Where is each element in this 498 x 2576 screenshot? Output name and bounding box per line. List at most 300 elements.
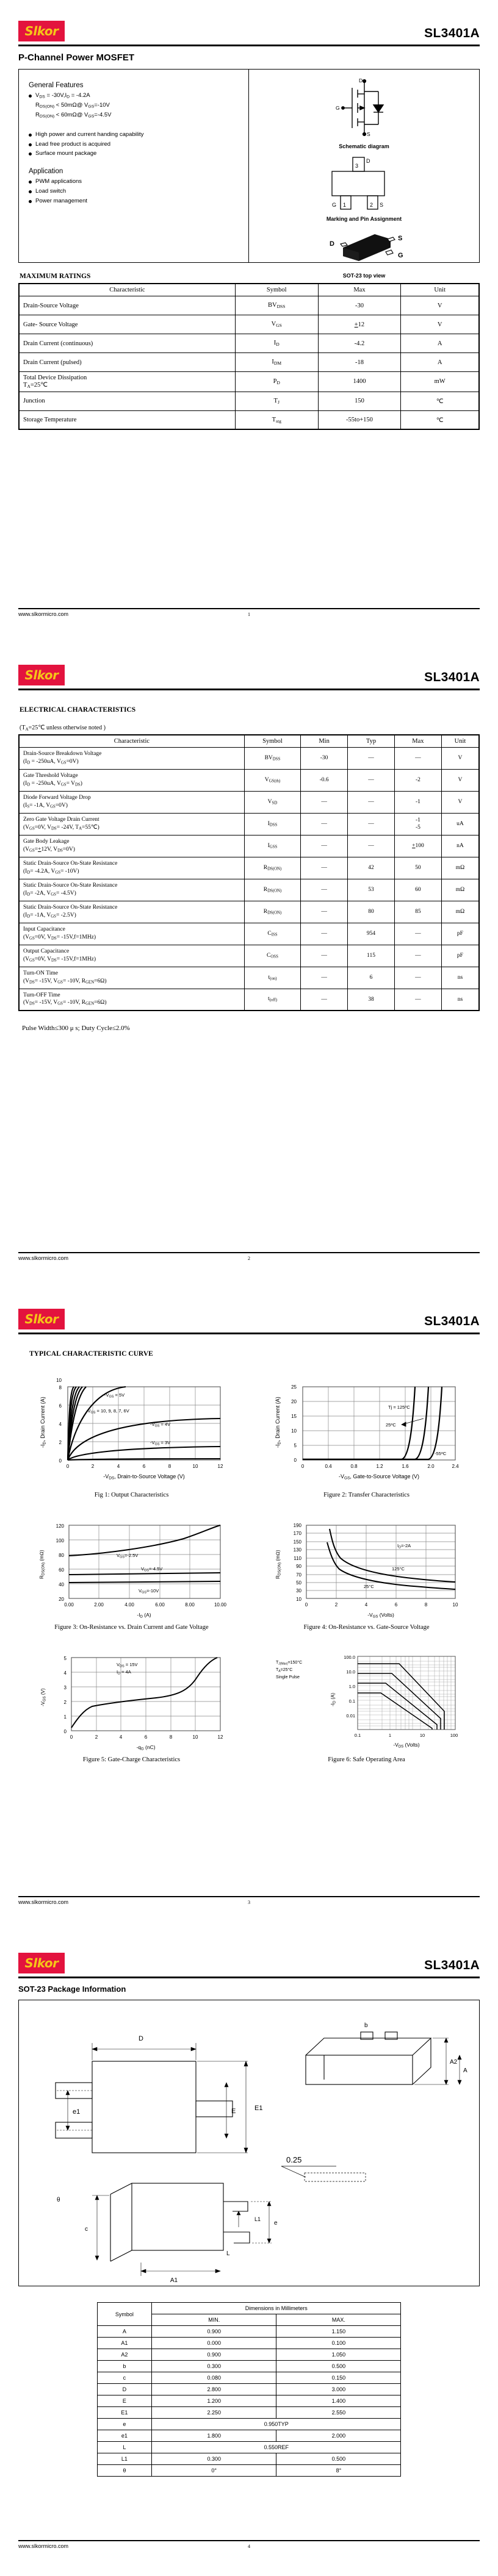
cell-typ: 6: [348, 967, 395, 989]
cell-min: 0.300: [152, 2361, 276, 2372]
svg-text:8: 8: [168, 1464, 171, 1469]
cell-symbol: $BV_{DSS}$: [235, 296, 318, 315]
condition-note: ($T_A=25℃$ unless otherwise noted ): [20, 724, 106, 732]
svg-text:0: 0: [63, 1729, 67, 1734]
col-min: MIN.: [152, 2314, 276, 2326]
svg-text:0: 0: [59, 1458, 62, 1464]
cell-unit: A: [401, 334, 479, 353]
chart-fig5: [18, 1639, 245, 1769]
svg-text:-VDS, Drain-to-Source Voltage: -VDS, Drain-to-Source Voltage (V): [103, 1473, 185, 1481]
pin-s-label: S: [379, 202, 383, 208]
cell-min: —: [301, 791, 348, 813]
svg-text:-VGS = 4V: $-V_{GS} = 4V$: [150, 1422, 170, 1428]
svg-text:-VGS = 5V: $-V_{GS} = 5V$: [104, 1392, 125, 1399]
cell-max: 1.150: [276, 2326, 401, 2338]
svg-text:0: 0: [294, 1458, 297, 1463]
cell-characteristic: Gate Body Leakage ($V_{GS}=+12V$, $V_{DS}=0V$): [19, 835, 244, 857]
slkor-logo: [18, 1309, 65, 1329]
svg-text:-ID, Drain Current (A): -ID, Drain Current (A): [274, 1397, 281, 1448]
schematic-label-d: D: [358, 77, 363, 84]
cell-symbol: $R_{DS(ON)}$: [244, 857, 300, 879]
page-number: 4: [248, 2543, 250, 2549]
svg-text:40: 40: [58, 1582, 64, 1587]
cell-typ: 42: [348, 857, 395, 879]
svg-text:-ID (A): -ID (A): [330, 1692, 336, 1706]
schematic-label-g: G: [335, 105, 340, 111]
cell-characteristic: Gate Threshold Voltage ($I_D = -250uA$, $V_{GS}= V_{DS}$): [19, 769, 244, 791]
cell-symbol: $I_{GSS}$: [244, 835, 300, 857]
svg-text:VDS = 15V: $V_{DS} = 15V$: [116, 1662, 138, 1669]
svg-text:0.00: 0.00: [63, 1602, 74, 1608]
pulse-note: Pulse Width≤300 μ s; Duty Cycle≤2.0%: [22, 1025, 130, 1032]
feature-item: [29, 141, 248, 149]
cell-unit: mΩ: [441, 857, 479, 879]
package-dimensions-table: [97, 2302, 402, 2477]
cell-unit: ns: [441, 989, 479, 1011]
svg-text:RDS(ON) (mΩ): RDS(ON) (mΩ): [38, 1550, 45, 1579]
cell-max: —: [394, 967, 441, 989]
cell-symbol: $I_D$: [235, 334, 318, 353]
table-row: [19, 747, 479, 769]
svg-text:100: 100: [450, 1733, 458, 1738]
cell-min: 0.900: [152, 2326, 276, 2338]
cell-symbol: b: [97, 2361, 152, 2372]
cell-max: -4.2: [318, 334, 401, 353]
table-row: [97, 2453, 401, 2465]
cell-symbol: $V_{GS}$: [235, 315, 318, 334]
svg-text:8.00: 8.00: [184, 1602, 195, 1608]
cell-symbol: D: [97, 2384, 152, 2395]
cell-characteristic: Static Drain-Source On-State Resistance ($I_D= -1A$, $V_{GS}= -2.5V$): [19, 901, 244, 923]
cell-characteristic: Drain-Source Breakdown Voltage ($I_D = -250uA$, $V_{GS}=0V$): [19, 747, 244, 769]
dim-label-E1: E1: [254, 2105, 263, 2112]
svg-text:30: 30: [295, 1588, 301, 1594]
cell-span-value: 0.950TYP: [152, 2419, 401, 2430]
pin-assignment-icon: [312, 154, 416, 214]
mosfet-schematic-icon: [306, 74, 422, 141]
cell-max: 0.150: [276, 2372, 401, 2384]
cell-unit: ns: [441, 967, 479, 989]
cell-max: 1.050: [276, 2349, 401, 2361]
svg-text:10.00: 10.00: [214, 1602, 226, 1608]
part-number: SL3401A: [424, 670, 480, 684]
col-unit: Unit: [441, 735, 479, 748]
cell-max: —: [394, 747, 441, 769]
col-symbol: Symbol: [97, 2303, 152, 2326]
pin-1-label: 1: [342, 202, 346, 208]
svg-text:6.00: 6.00: [154, 1602, 165, 1608]
svg-text:1.6: 1.6: [401, 1464, 409, 1469]
page-number: 1: [248, 611, 250, 617]
table-row: [97, 2338, 401, 2349]
svg-text:90: 90: [295, 1564, 301, 1569]
svg-text:-VGS = 3V: $-V_{GS} = 3V$: [150, 1440, 170, 1447]
table-row: [19, 392, 479, 410]
schematic-label-s: S: [366, 131, 370, 137]
col-characteristic: Characteristic: [19, 284, 235, 296]
cell-unit: nA: [441, 835, 479, 857]
page-4: [0, 1932, 498, 2576]
table-row: [19, 901, 479, 923]
cell-min: —: [301, 813, 348, 835]
svg-text:25°C: 25°C: [363, 1584, 374, 1589]
col-unit: Unit: [401, 284, 479, 296]
dim-label-D: D: [139, 2035, 143, 2042]
cell-min: —: [301, 879, 348, 901]
cell-min: 1.200: [152, 2395, 276, 2407]
cell-min: 1.800: [152, 2430, 276, 2442]
cell-characteristic: Drain-Source Voltage: [19, 296, 235, 315]
svg-text:-VDS (Volts): -VDS (Volts): [392, 1742, 420, 1749]
cell-symbol: c: [97, 2372, 152, 2384]
cell-max: 50: [394, 857, 441, 879]
table-row: [19, 353, 479, 372]
page-footer: [18, 1896, 480, 1905]
svg-text:4: 4: [364, 1602, 367, 1608]
fig2-caption: Figure 2: Transfer Characteristics: [323, 1492, 410, 1498]
cell-symbol: E1: [97, 2407, 152, 2419]
table-row: [97, 2361, 401, 2372]
svg-text:25oC: 25$^o$C: [385, 1422, 396, 1428]
cell-max: -1 -5: [394, 813, 441, 835]
feature-sub-2: $R_{DS(ON)}$ < 60mΩ@ $V_{GS}=-4.5V$: [35, 111, 112, 119]
svg-text:60: 60: [58, 1567, 64, 1573]
svg-text:80: 80: [58, 1553, 64, 1558]
chart-fig3: [18, 1507, 245, 1637]
header-rule: [18, 1977, 480, 1978]
package-label-g: G: [397, 252, 403, 259]
cell-span-value: 0.550REF: [152, 2442, 401, 2453]
svg-text:-VGS (Volts): -VGS (Volts): [367, 1612, 394, 1619]
fig1-output-characteristics-plot: [31, 1368, 233, 1490]
cell-symbol: e1: [97, 2430, 152, 2442]
website-link[interactable]: www.slkormicro.com: [18, 2543, 69, 2549]
svg-text:Single Pulse: Single Pulse: [275, 1675, 300, 1680]
dim-label-A: A: [463, 2067, 467, 2074]
cell-characteristic: Turn-ON Time ($V_{DS}= -15V$, $V_{GS}= -10V$, $R_{GEN}=6\Omega$): [19, 967, 244, 989]
svg-text:10: 10: [290, 1428, 297, 1434]
svg-text:20: 20: [58, 1597, 64, 1602]
cell-max: —: [394, 945, 441, 967]
cell-characteristic: Output Capacitance ($V_{GS}=0V$, $V_{DS}= -15V,f=1MHz$): [19, 945, 244, 967]
svg-text:2.00: 2.00: [93, 1602, 104, 1608]
table-row: [19, 813, 479, 835]
table-row: [19, 410, 479, 429]
package-label-d: D: [329, 240, 334, 248]
table-row: [97, 2372, 401, 2384]
svg-text:6: 6: [394, 1602, 397, 1608]
table-row: [19, 296, 479, 315]
cell-symbol: $C_{ISS}$: [244, 923, 300, 945]
page-header: [18, 1288, 480, 1329]
page-title: P-Channel Power MOSFET: [18, 52, 135, 63]
chart-fig2: [253, 1368, 480, 1504]
website-link[interactable]: www.slkormicro.com: [18, 1255, 69, 1261]
bullet-dot: [29, 143, 32, 146]
cell-unit: pF: [441, 945, 479, 967]
svg-text:10: 10: [452, 1602, 458, 1608]
cell-min: 0.080: [152, 2372, 276, 2384]
cell-unit: A: [401, 353, 479, 372]
pin-g-label: G: [331, 202, 336, 208]
svg-text:50: 50: [295, 1580, 301, 1586]
svg-text:-ID (A): -ID (A): [136, 1612, 151, 1619]
svg-text:10: 10: [419, 1733, 425, 1738]
cell-unit: V: [441, 769, 479, 791]
dim-header-row-1: [97, 2303, 401, 2314]
cell-characteristic: Drain Current (pulsed): [19, 353, 235, 372]
svg-text:190: 190: [293, 1523, 301, 1528]
svg-text:12: 12: [217, 1464, 223, 1469]
package-label-s: S: [397, 235, 402, 242]
cell-max: 0.500: [276, 2453, 401, 2465]
table-row: [97, 2326, 401, 2338]
svg-text:125°C: 125°C: [391, 1566, 405, 1572]
feature-label: Surface mount package: [35, 150, 97, 157]
pin-d-label: D: [366, 158, 370, 164]
application-heading: Application: [29, 168, 63, 176]
cell-unit: V: [441, 791, 479, 813]
cell-typ: —: [348, 791, 395, 813]
slkor-logo: [18, 21, 65, 41]
application-label: Load switch: [35, 188, 67, 195]
cell-characteristic: Input Capacitance ($V_{GS}=0V$, $V_{DS}= -15V,f=1MHz$): [19, 923, 244, 945]
cell-symbol: $t_{(on)}$: [244, 967, 300, 989]
cell-symbol: $P_D$: [235, 372, 318, 392]
logo-text: Slkor: [24, 24, 59, 38]
cell-symbol: $I_{DM}$: [235, 353, 318, 372]
application-label: Power management: [35, 197, 88, 204]
table-row: [97, 2465, 401, 2477]
cell-min: —: [301, 835, 348, 857]
electrical-characteristics-table: [18, 734, 480, 1012]
svg-text:100: 100: [56, 1538, 64, 1544]
svg-text:2: 2: [59, 1440, 62, 1445]
cell-characteristic: Drain Current (continuous): [19, 334, 235, 353]
svg-text:4: 4: [59, 1422, 62, 1427]
svg-text:Tj = 125oC: $Tj = 125^oC$: [388, 1404, 410, 1410]
cell-symbol: L: [97, 2442, 152, 2453]
fig4-on-resistance-vs-gate-voltage-plot: [266, 1507, 467, 1623]
package-drawing-box: [18, 2000, 480, 2286]
page-header: [18, 0, 480, 41]
svg-text:1: 1: [388, 1733, 391, 1738]
cell-characteristic: Gate- Source Voltage: [19, 315, 235, 334]
slkor-logo: [18, 1953, 65, 1973]
svg-text:10: 10: [192, 1464, 198, 1469]
package-dimensions-body: [97, 2326, 401, 2477]
cell-unit: pF: [441, 923, 479, 945]
svg-text:0.4: 0.4: [324, 1464, 332, 1469]
feature-label: $V_{DS} = -30V,I_D = -4.2A$: [35, 92, 90, 99]
col-max: MAX.: [276, 2314, 401, 2326]
svg-text:110: 110: [293, 1556, 301, 1561]
table-row: [97, 2442, 401, 2453]
svg-text:-qG (nC): -qG (nC): [135, 1744, 156, 1751]
page-header: [18, 1932, 480, 1973]
cell-characteristic: Junction: [19, 392, 235, 410]
part-number: SL3401A: [424, 1958, 480, 1972]
svg-text:8: 8: [424, 1602, 427, 1608]
table-row: [19, 857, 479, 879]
svg-text:100.0: 100.0: [343, 1655, 355, 1660]
cell-max: 2.550: [276, 2407, 401, 2419]
table-row: [97, 2349, 401, 2361]
cell-min: 2.800: [152, 2384, 276, 2395]
cell-symbol: E: [97, 2395, 152, 2407]
svg-text:1.0: 1.0: [348, 1684, 355, 1689]
fig6-caption: Figure 6: Safe Operating Area: [328, 1756, 405, 1763]
fig3-on-resistance-vs-drain-current-plot: [31, 1507, 233, 1623]
svg-text:0: 0: [66, 1464, 69, 1469]
table-row: [97, 2430, 401, 2442]
svg-text:10: 10: [295, 1597, 301, 1602]
svg-text:VGS=-4.5V: $V_{GS}=-4.5V$: [140, 1566, 162, 1573]
dim-label-b: b: [364, 2022, 368, 2029]
chart-fig1: [18, 1368, 245, 1504]
cell-max: —: [394, 923, 441, 945]
typical-curves-heading: TYPICAL CHARACTERISTIC CURVE: [29, 1350, 153, 1358]
svg-text:130: 130: [293, 1547, 301, 1553]
svg-text:0: 0: [305, 1602, 308, 1608]
col-symbol: Symbol: [244, 735, 300, 748]
page-1: [0, 0, 498, 644]
svg-text:0: 0: [301, 1464, 304, 1469]
dim-label-E: E: [231, 2108, 236, 2115]
svg-text:0.1: 0.1: [348, 1698, 355, 1704]
cell-symbol: $I_{DSS}$: [244, 813, 300, 835]
features-panel: [19, 70, 249, 262]
bullet-dot: [29, 200, 32, 203]
svg-text:0: 0: [70, 1734, 73, 1740]
page-number: 3: [248, 1899, 250, 1905]
cell-max: -18: [318, 353, 401, 372]
svg-text:2: 2: [91, 1464, 94, 1469]
cell-min: -0.6: [301, 769, 348, 791]
cell-characteristic: Zero Gate Voltage Drain Current ($V_{GS}=0V$, $V_{DS}= -24V$, $T_A=55℃$): [19, 813, 244, 835]
table-header-row: [19, 284, 479, 296]
logo-text: Slkor: [24, 1312, 59, 1326]
fig5-caption: Figure 5: Gate-Charge Characteristics: [82, 1756, 181, 1763]
package-caption: SOT-23 top view: [342, 273, 386, 279]
svg-text:1.2: 1.2: [375, 1464, 383, 1469]
svg-text:VGS=-10V: $V_{GS}=-10V$: [138, 1588, 159, 1595]
svg-text:0.01: 0.01: [345, 1713, 355, 1719]
svg-text:12: 12: [217, 1734, 223, 1740]
svg-text:10: 10: [56, 1378, 62, 1383]
svg-text:-VGS = 10, 9, 8, 7, 6V: $-V_{GS} = 10$, 9, 8, 7, 6V: [85, 1408, 129, 1415]
pin-assignment-caption: Marking and Pin Assignment: [326, 216, 402, 222]
page-footer: [18, 608, 480, 617]
cell-symbol: θ: [97, 2465, 152, 2477]
col-min: Min: [301, 735, 348, 748]
page-header: [18, 644, 480, 685]
table-row: [19, 372, 479, 392]
feature-item: [29, 92, 248, 100]
feature-sub-1: $R_{DS(ON)}$ < 50mΩ@ $V_{GS}=-10V$: [35, 101, 110, 109]
svg-text:ID = 4A: $I_D = 4A$: [116, 1669, 131, 1676]
bullet-dot: [29, 190, 32, 193]
svg-text:0.8: 0.8: [350, 1464, 358, 1469]
svg-text:-ID, Drain Current (A): -ID, Drain Current (A): [39, 1397, 46, 1448]
table-row: [97, 2395, 401, 2407]
cell-symbol: $V_{SD}$: [244, 791, 300, 813]
cell-max: -2: [394, 769, 441, 791]
table-row: [97, 2419, 401, 2430]
cell-symbol: $T_J$: [235, 392, 318, 410]
page-2: [0, 644, 498, 1288]
cell-unit: V: [401, 296, 479, 315]
table-row: [97, 2407, 401, 2419]
cell-min: 0.900: [152, 2349, 276, 2361]
svg-text:10.0: 10.0: [345, 1669, 355, 1675]
cell-min: —: [301, 923, 348, 945]
fig5-gate-charge-characteristics-plot: [31, 1639, 233, 1755]
fig3-caption: Figure 3: On-Resistance vs. Drain Current and Gate Voltage: [54, 1624, 209, 1631]
fig6-safe-operating-area-plot: [266, 1639, 467, 1755]
cell-max: 0.100: [276, 2338, 401, 2349]
svg-text:2: 2: [63, 1700, 67, 1705]
cell-typ: 954: [348, 923, 395, 945]
svg-text:120: 120: [56, 1523, 64, 1529]
table-row: [19, 334, 479, 353]
pin-2-label: 2: [369, 202, 373, 208]
feature-label: Lead free product is acquired: [35, 140, 111, 148]
svg-text:2.0: 2.0: [427, 1464, 435, 1469]
application-item: [29, 198, 248, 206]
cell-unit: ℃: [401, 392, 479, 410]
svg-text:10: 10: [192, 1734, 198, 1740]
dim-label-L1: L1: [254, 2216, 261, 2222]
cell-symbol: L1: [97, 2453, 152, 2465]
svg-text:6: 6: [144, 1734, 147, 1740]
electrical-characteristics-heading: ELECTRICAL CHARACTERISTICS: [20, 706, 136, 714]
website-link[interactable]: www.slkormicro.com: [18, 611, 69, 617]
table-row: [19, 923, 479, 945]
cell-min: 0°: [152, 2465, 276, 2477]
svg-text:3: 3: [63, 1685, 67, 1690]
col-typ: Typ: [348, 735, 395, 748]
cell-characteristic: Turn-OFF Time ($V_{DS}= -15V$, $V_{GS}= -10V$, $R_{GEN}=6\Omega$): [19, 989, 244, 1011]
cell-max: 150: [318, 392, 401, 410]
svg-text:5: 5: [294, 1443, 297, 1448]
cell-typ: 80: [348, 901, 395, 923]
cell-min: —: [301, 901, 348, 923]
svg-text:4: 4: [119, 1734, 122, 1740]
diagram-panel: [249, 70, 479, 279]
cell-typ: —: [348, 813, 395, 835]
cell-min: -30: [301, 747, 348, 769]
cell-symbol: $t_{(off)}$: [244, 989, 300, 1011]
schematic-caption: Schematic diagram: [339, 143, 389, 149]
cell-symbol: A: [97, 2326, 152, 2338]
sot23-mechanical-drawing: [19, 2000, 477, 2284]
svg-text:6: 6: [142, 1464, 145, 1469]
svg-text:4: 4: [117, 1464, 120, 1469]
cell-min: —: [301, 967, 348, 989]
pin-3-label: 3: [355, 163, 358, 169]
website-link[interactable]: www.slkormicro.com: [18, 1899, 69, 1905]
cell-max: 85: [394, 901, 441, 923]
application-item: [29, 188, 248, 196]
dim-label-L: L: [226, 2250, 230, 2257]
max-ratings-body: [19, 296, 479, 430]
fig1-caption: Fig 1: Output Characteristics: [94, 1492, 169, 1498]
package-info-heading: SOT-23 Package Information: [18, 1984, 126, 1994]
page-number: 2: [248, 1255, 250, 1261]
cell-characteristic: Storage Temperature: [19, 410, 235, 429]
max-ratings-table: [18, 283, 480, 430]
